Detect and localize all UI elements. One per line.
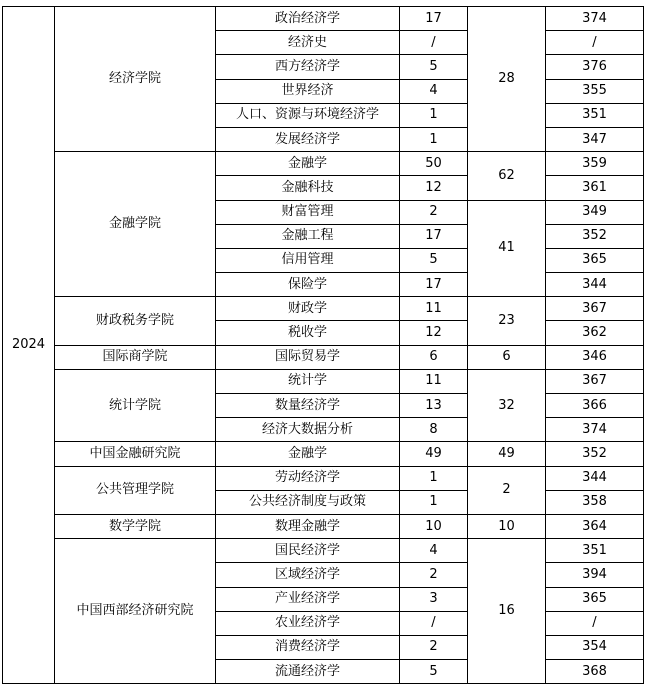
major-cell: 金融学 — [216, 442, 400, 466]
score-cell: 352 — [546, 442, 644, 466]
plan-count-cell: 17 — [400, 7, 468, 31]
score-cell: 349 — [546, 200, 644, 224]
major-cell: 世界经济 — [216, 79, 400, 103]
score-cell: 374 — [546, 418, 644, 442]
score-cell: 361 — [546, 176, 644, 200]
major-cell: 保险学 — [216, 273, 400, 297]
major-cell: 金融学 — [216, 152, 400, 176]
plan-count-cell: 4 — [400, 79, 468, 103]
group-total-cell: 62 — [468, 152, 546, 200]
college-cell: 经济学院 — [55, 7, 216, 152]
score-cell: 376 — [546, 55, 644, 79]
plan-count-cell: 8 — [400, 418, 468, 442]
plan-count-cell: 49 — [400, 442, 468, 466]
college-cell: 数学学院 — [55, 514, 216, 538]
group-total-cell: 28 — [468, 7, 546, 152]
plan-count-cell: 5 — [400, 55, 468, 79]
plan-count-cell: 2 — [400, 563, 468, 587]
admissions-table — [2, 6, 644, 684]
plan-count-cell: 5 — [400, 660, 468, 684]
major-cell: 金融科技 — [216, 176, 400, 200]
major-cell: 人口、资源与环境经济学 — [216, 103, 400, 127]
table-row — [3, 442, 644, 466]
score-cell: 394 — [546, 563, 644, 587]
plan-count-cell: 5 — [400, 248, 468, 272]
score-cell: 359 — [546, 152, 644, 176]
major-cell: 产业经济学 — [216, 587, 400, 611]
score-cell: 367 — [546, 369, 644, 393]
plan-count-cell: 4 — [400, 539, 468, 563]
group-total-cell: 41 — [468, 200, 546, 297]
major-cell: 金融工程 — [216, 224, 400, 248]
major-cell: 财富管理 — [216, 200, 400, 224]
score-cell: 374 — [546, 7, 644, 31]
plan-count-cell: 12 — [400, 176, 468, 200]
group-total-cell: 49 — [468, 442, 546, 466]
major-cell: 发展经济学 — [216, 127, 400, 151]
major-cell: 经济史 — [216, 31, 400, 55]
college-cell: 金融学院 — [55, 152, 216, 297]
major-cell: 国际贸易学 — [216, 345, 400, 369]
plan-count-cell: 13 — [400, 394, 468, 418]
college-cell: 统计学院 — [55, 369, 216, 442]
score-cell: 365 — [546, 248, 644, 272]
major-cell: 信用管理 — [216, 248, 400, 272]
major-cell: 劳动经济学 — [216, 466, 400, 490]
plan-count-cell: 2 — [400, 635, 468, 659]
major-cell: 政治经济学 — [216, 7, 400, 31]
table-row — [3, 539, 644, 563]
group-total-cell: 16 — [468, 539, 546, 684]
college-cell: 国际商学院 — [55, 345, 216, 369]
plan-count-cell: 6 — [400, 345, 468, 369]
major-cell: 流通经济学 — [216, 660, 400, 684]
table-row — [3, 466, 644, 490]
college-cell: 财政税务学院 — [55, 297, 216, 345]
group-total-cell: 10 — [468, 514, 546, 538]
plan-count-cell: 50 — [400, 152, 468, 176]
major-cell: 数理金融学 — [216, 514, 400, 538]
plan-count-cell: / — [400, 611, 468, 635]
major-cell: 区域经济学 — [216, 563, 400, 587]
college-cell: 公共管理学院 — [55, 466, 216, 514]
score-cell: 346 — [546, 345, 644, 369]
score-cell: 344 — [546, 466, 644, 490]
score-cell: 367 — [546, 297, 644, 321]
score-cell: 358 — [546, 490, 644, 514]
table-row — [3, 369, 644, 393]
college-cell: 中国金融研究院 — [55, 442, 216, 466]
plan-count-cell: 17 — [400, 224, 468, 248]
major-cell: 经济大数据分析 — [216, 418, 400, 442]
group-total-cell: 2 — [468, 466, 546, 514]
score-cell: 344 — [546, 273, 644, 297]
plan-count-cell: 1 — [400, 127, 468, 151]
major-cell: 统计学 — [216, 369, 400, 393]
group-total-cell: 23 — [468, 297, 546, 345]
score-cell: 365 — [546, 587, 644, 611]
major-cell: 财政学 — [216, 297, 400, 321]
major-cell: 公共经济制度与政策 — [216, 490, 400, 514]
year-cell: 2024 — [3, 7, 55, 684]
plan-count-cell: 11 — [400, 297, 468, 321]
major-cell: 数量经济学 — [216, 394, 400, 418]
score-cell: 362 — [546, 321, 644, 345]
plan-count-cell: 10 — [400, 514, 468, 538]
group-total-cell: 6 — [468, 345, 546, 369]
college-cell: 中国西部经济研究院 — [55, 539, 216, 684]
score-cell: 351 — [546, 539, 644, 563]
score-cell: / — [546, 31, 644, 55]
table-row — [3, 152, 644, 176]
plan-count-cell: 12 — [400, 321, 468, 345]
table-body — [3, 7, 644, 684]
table-row — [3, 345, 644, 369]
major-cell: 西方经济学 — [216, 55, 400, 79]
plan-count-cell: 1 — [400, 490, 468, 514]
plan-count-cell: / — [400, 31, 468, 55]
table-row — [3, 297, 644, 321]
major-cell: 国民经济学 — [216, 539, 400, 563]
major-cell: 税收学 — [216, 321, 400, 345]
score-cell: 368 — [546, 660, 644, 684]
score-cell: 351 — [546, 103, 644, 127]
score-cell: 352 — [546, 224, 644, 248]
score-cell: 347 — [546, 127, 644, 151]
plan-count-cell: 2 — [400, 200, 468, 224]
table-row — [3, 514, 644, 538]
score-cell: 355 — [546, 79, 644, 103]
score-cell: 366 — [546, 394, 644, 418]
table-row — [3, 7, 644, 31]
score-cell: 354 — [546, 635, 644, 659]
score-cell: 364 — [546, 514, 644, 538]
major-cell: 消费经济学 — [216, 635, 400, 659]
plan-count-cell: 3 — [400, 587, 468, 611]
major-cell: 农业经济学 — [216, 611, 400, 635]
plan-count-cell: 1 — [400, 466, 468, 490]
group-total-cell: 32 — [468, 369, 546, 442]
plan-count-cell: 11 — [400, 369, 468, 393]
plan-count-cell: 17 — [400, 273, 468, 297]
score-cell: / — [546, 611, 644, 635]
plan-count-cell: 1 — [400, 103, 468, 127]
